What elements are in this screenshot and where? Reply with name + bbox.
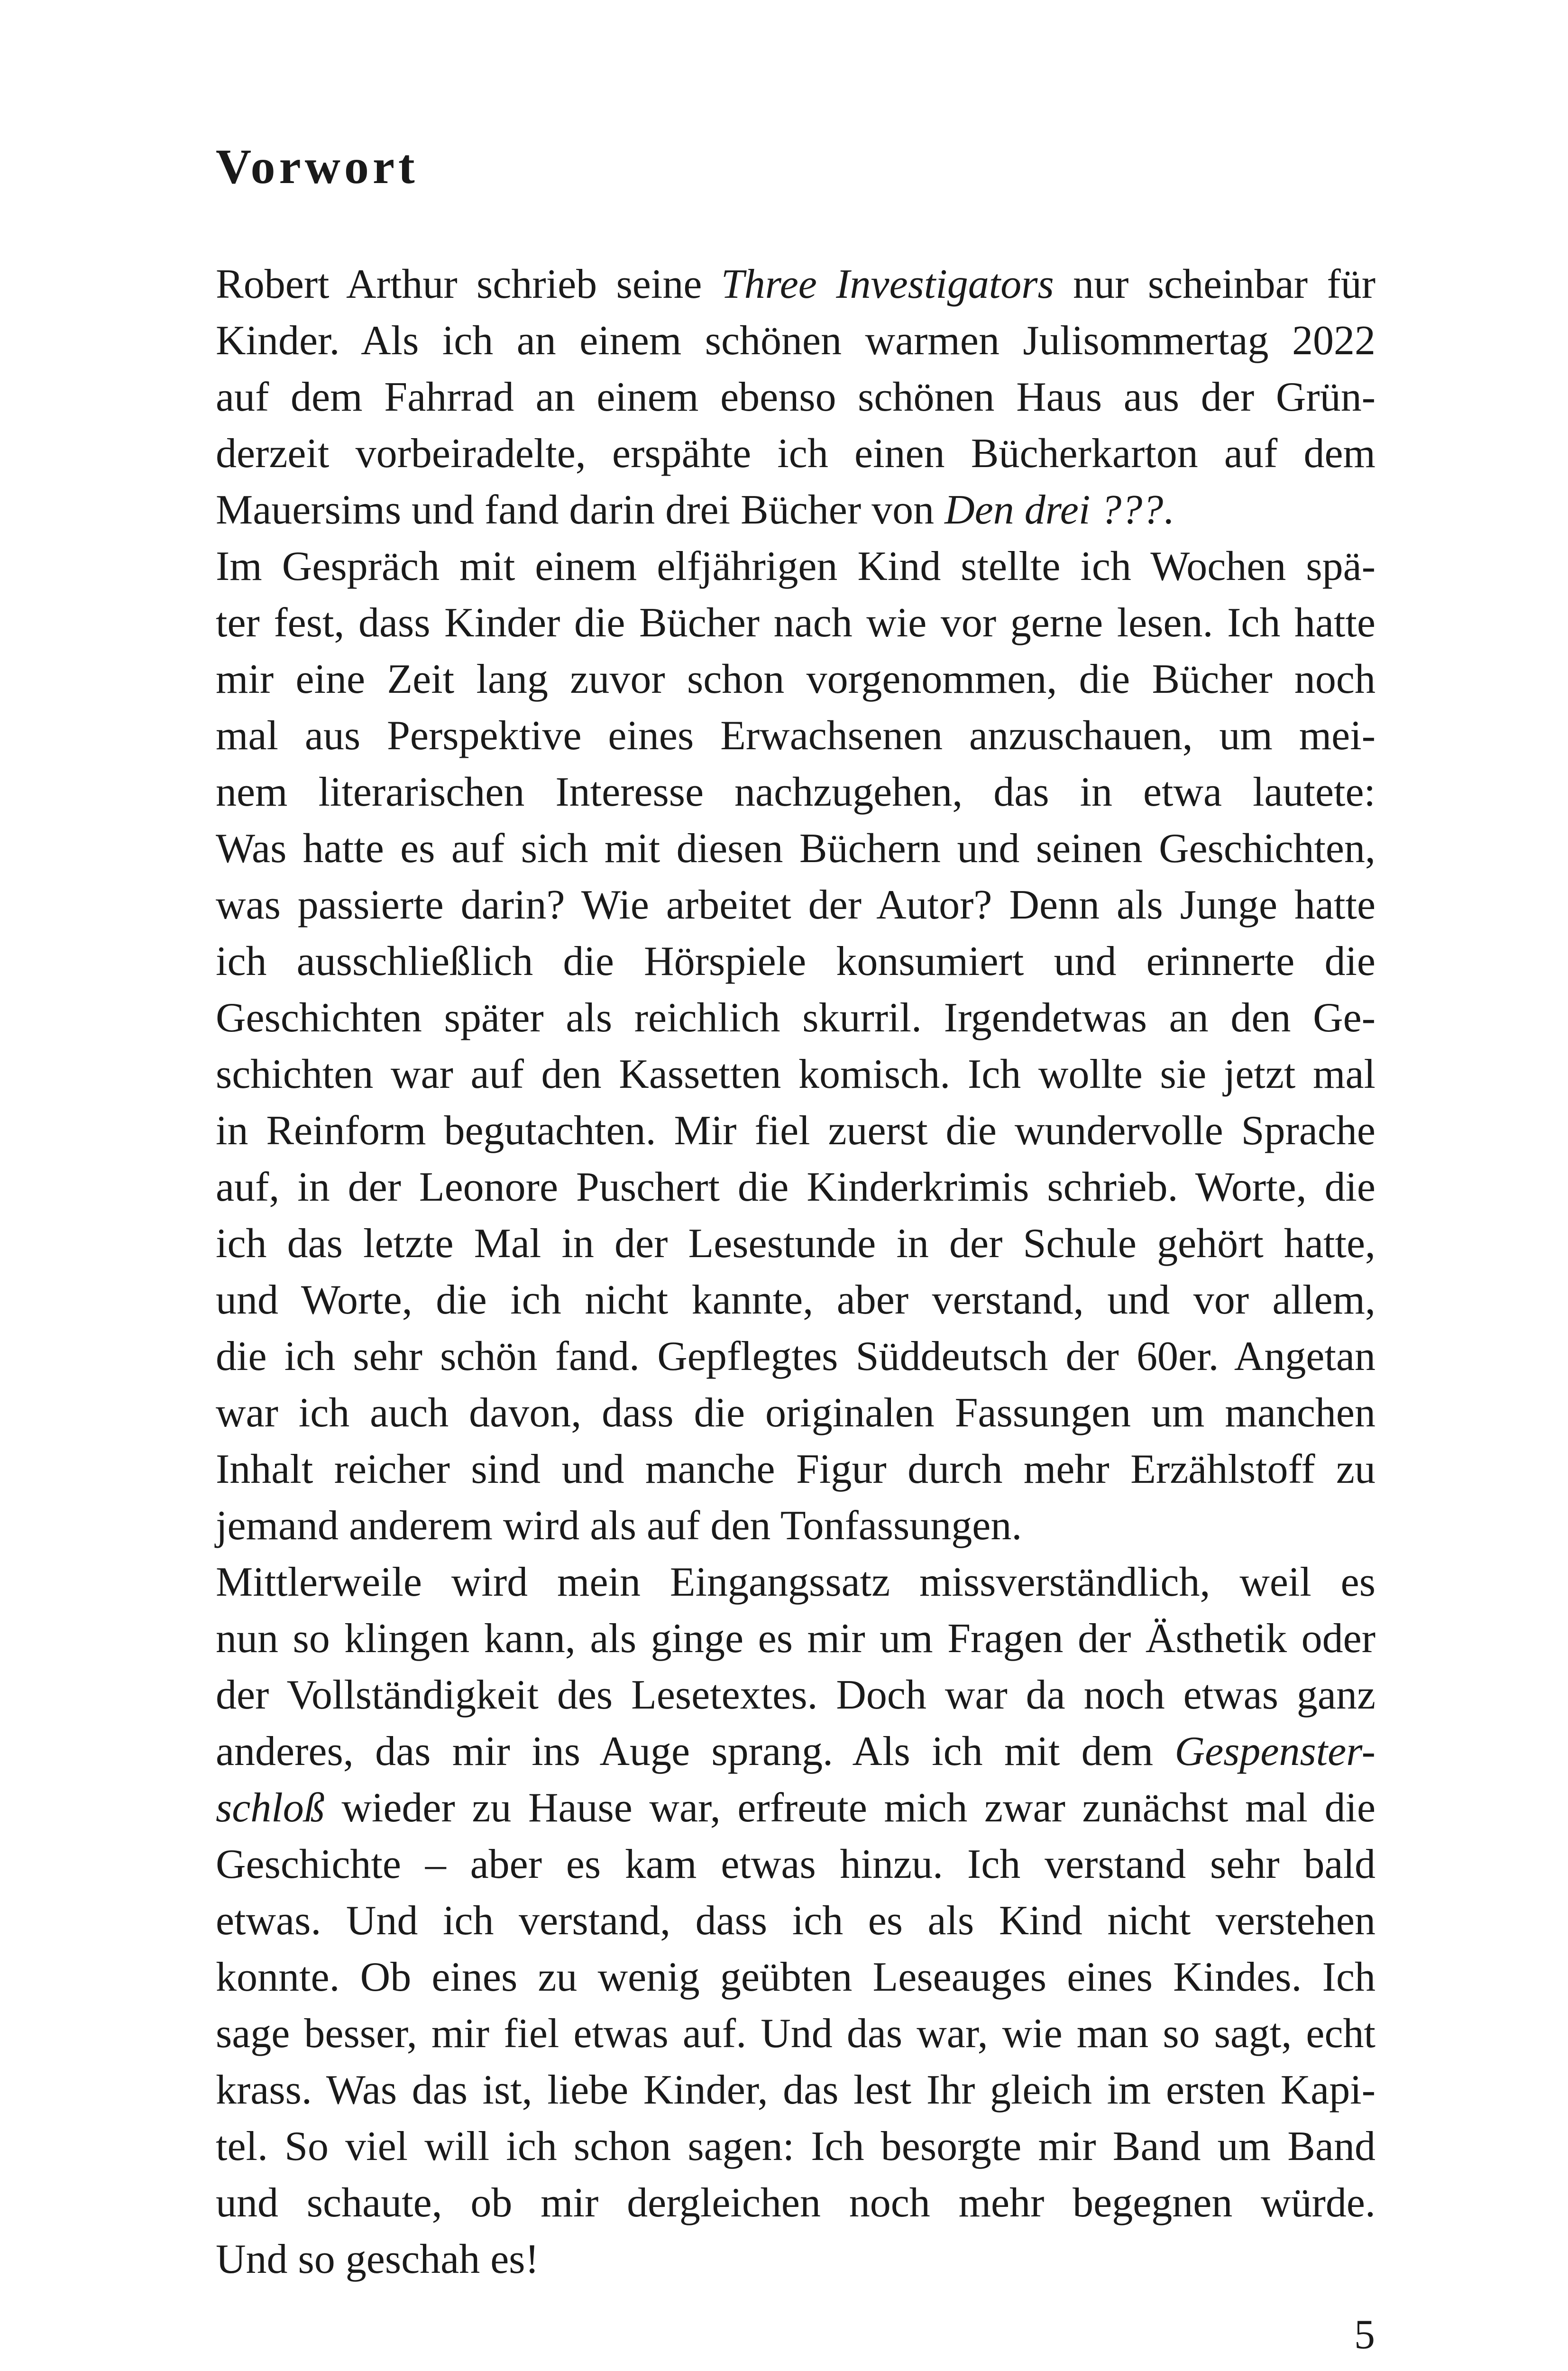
text-line: [216, 1723, 1375, 1780]
text-line: [216, 482, 1375, 538]
text-run: Inhalt reicher sind und manche Figur durch mehr Erzählstoff zu: [216, 1446, 1375, 1492]
text-line: [216, 1215, 1375, 1272]
text-line: [216, 1272, 1375, 1328]
italic-title: Den drei ???: [944, 487, 1164, 533]
text-line: [216, 2062, 1375, 2118]
italic-title: Gespenster-: [1174, 1728, 1375, 1774]
text-line: [216, 933, 1375, 990]
text-run: die ich sehr schön fand. Gepflegtes Süddeutsch der 60er. Angetan: [216, 1333, 1375, 1379]
text-line: [216, 1949, 1375, 2005]
text-run: ich das letzte Mal in der Lesestunde in der Schule gehört hatte,: [216, 1221, 1375, 1267]
text-run: nem literarischen Interesse nachzugehen, das in etwa lautete:: [216, 769, 1375, 815]
page-number: 5: [1354, 2312, 1375, 2358]
text-line: [216, 2231, 1375, 2288]
text-run: nur scheinbar für: [1054, 261, 1376, 307]
text-run: ich ausschließlich die Hörspiele konsumiert und erinnerte die: [216, 938, 1375, 984]
text-line: [216, 1893, 1375, 1949]
text-run: Robert Arthur schrieb seine: [216, 261, 721, 307]
text-line: [216, 369, 1375, 425]
text-line: [216, 1498, 1375, 1554]
text-run: etwas. Und ich verstand, dass ich es als Kind nicht verstehen: [216, 1898, 1375, 1944]
text-line: [216, 1103, 1375, 1159]
text-run: derzeit vorbeiradelte, erspähte ich einen Bücherkarton auf dem: [216, 431, 1375, 477]
text-run: war ich auch davon, dass die originalen Fassungen um manchen: [216, 1390, 1375, 1436]
text-run: was passierte darin? Wie arbeitet der Autor? Denn als Junge hatte: [216, 882, 1375, 928]
text-line: [216, 595, 1375, 651]
text-line: [216, 1159, 1375, 1215]
text-run: sage besser, mir fiel etwas auf. Und das war, wie man so sagt, echt: [216, 2011, 1375, 2057]
text-line: [216, 1046, 1375, 1103]
text-line: [216, 764, 1375, 820]
text-line: [216, 1610, 1375, 1667]
text-run: konnte. Ob eines zu wenig geübten Leseauges eines Kindes. Ich: [216, 1954, 1375, 2000]
text-line: [216, 312, 1375, 369]
text-run: auf, in der Leonore Puschert die Kinderkrimis schrieb. Worte, die: [216, 1164, 1375, 1210]
text-line: [216, 538, 1375, 595]
text-line: [216, 1836, 1375, 1893]
text-run: der Vollständigkeit des Lesetextes. Doch war da noch etwas ganz: [216, 1672, 1375, 1718]
text-line: [216, 708, 1375, 764]
text-run: Geschichte – aber es kam etwas hinzu. Ich verstand sehr bald: [216, 1841, 1375, 1887]
text-line: [216, 2175, 1375, 2231]
text-run: auf dem Fahrrad an einem ebenso schönen Haus aus der Grün-: [216, 374, 1375, 420]
text-run: krass. Was das ist, liebe Kinder, das lest Ihr gleich im ersten Kapi-: [216, 2067, 1375, 2113]
body-text: [216, 256, 1375, 2288]
text-run: nun so klingen kann, als ginge es mir um Fragen der Ästhetik oder: [216, 1616, 1375, 1662]
italic-title: schloß: [216, 1785, 325, 1831]
text-run: ter fest, dass Kinder die Bücher nach wie vor gerne lesen. Ich hatte: [216, 600, 1375, 646]
text-run: tel. So viel will ich schon sagen: Ich besorgte mir Band um Band: [216, 2123, 1375, 2169]
text-line: [216, 2005, 1375, 2062]
text-line: [216, 877, 1375, 933]
text-line: [216, 820, 1375, 877]
text-run: und Worte, die ich nicht kannte, aber verstand, und vor allem,: [216, 1277, 1375, 1323]
text-line: [216, 1441, 1375, 1498]
text-run: Mittlerweile wird mein Eingangssatz missverständlich, weil es: [216, 1559, 1375, 1605]
text-run: und schaute, ob mir dergleichen noch mehr begegnen würde.: [216, 2180, 1375, 2226]
text-line: [216, 1328, 1375, 1385]
text-run: .: [1163, 487, 1174, 533]
page-title: Vorwort: [216, 139, 419, 194]
text-line: [216, 1780, 1375, 1836]
text-line: [216, 651, 1375, 708]
text-line: [216, 1385, 1375, 1441]
text-line: [216, 990, 1375, 1046]
text-run: Und so geschah es!: [216, 2236, 539, 2282]
text-run: Mauersims und fand darin drei Bücher von: [216, 487, 945, 533]
text-line: [216, 1667, 1375, 1723]
text-line: [216, 1554, 1375, 1610]
text-run: anderes, das mir ins Auge sprang. Als ich mit dem: [216, 1728, 1175, 1774]
italic-title: Three Investigators: [721, 261, 1054, 307]
text-run: Im Gespräch mit einem elfjährigen Kind stellte ich Wochen spä-: [216, 543, 1375, 589]
text-run: jemand anderem wird als auf den Tonfassungen.: [216, 1503, 1022, 1549]
text-run: mal aus Perspektive eines Erwachsenen anzuschauen, um mei-: [216, 713, 1375, 759]
text-line: [216, 2118, 1375, 2175]
text-line: [216, 425, 1375, 482]
text-run: wieder zu Hause war, erfreute mich zwar zunächst mal die: [324, 1785, 1375, 1831]
text-run: schichten war auf den Kassetten komisch. Ich wollte sie jetzt mal: [216, 1051, 1375, 1097]
text-run: mir eine Zeit lang zuvor schon vorgenommen, die Bücher noch: [216, 656, 1375, 702]
text-run: in Reinform begutachten. Mir fiel zuerst die wundervolle Sprache: [216, 1108, 1375, 1154]
text-run: Was hatte es auf sich mit diesen Büchern und seinen Geschichten,: [216, 826, 1375, 872]
text-run: Kinder. Als ich an einem schönen warmen Julisommertag 2022: [216, 318, 1375, 364]
text-line: [216, 256, 1375, 312]
text-run: Geschichten später als reichlich skurril. Irgendetwas an den Ge-: [216, 995, 1375, 1041]
